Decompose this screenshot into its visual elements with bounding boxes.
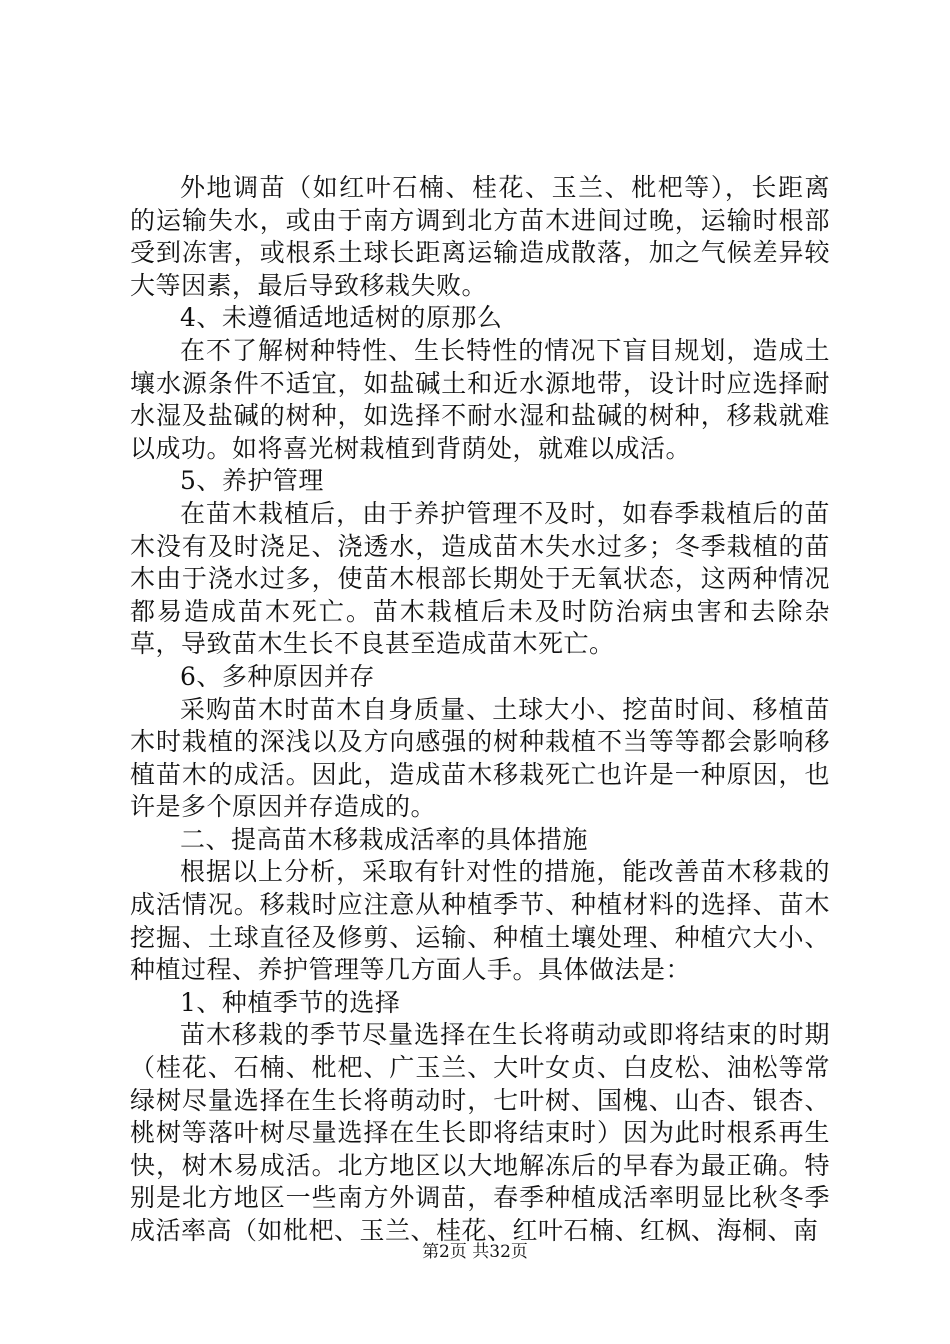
paragraph-site-suitability: 在不了解树种特性、生长特性的情况下盲目规划，造成土壤水源条件不适宜，如盐碱土和近水源地带，设计时应选择耐水湿及盐碱的树种，如选择不耐水湿和盐碱的树种，移栽就难以成功。如将喜光树栽植到背荫处，就难以成活。 — [130, 335, 830, 463]
heading-maintenance: 5、养护管理 — [180, 466, 324, 496]
document-body — [130, 172, 830, 1248]
paragraph-transport-loss: 外地调苗（如红叶石楠、桂花、玉兰、枇杷等），长距离的运输失水，或由于南方调到北方苗木进间过晚，运输时根部受到冻害，或根系土球长距离运输造成散落，加之气候差异较大等因素，最后导致移栽失败。 — [130, 173, 830, 300]
heading-multiple-causes: 6、多种原因并存 — [180, 661, 375, 691]
paragraph-measures: 根据以上分析，采取有针对性的措施，能改善苗木移栽的成活情况。移栽时应注意从种植季节、种植材料的选择、苗木挖掘、土球直径及修剪、运输、种植土壤处理、种植穴大小、种植过程、养护管理等几方面人手。具体做法是： — [130, 857, 830, 985]
paragraph-maintenance: 在苗木栽植后，由于养护管理不及时，如春季栽植后的苗木没有及时浇足、浇透水，造成苗木失水过多；冬季栽植的苗木由于浇水过多，使苗木根部长期处于无氧状态，这两种情况都易造成苗木死亡。苗木栽植后未及时防治病虫害和去除杂草，导致苗木生长不良甚至造成苗木死亡。 — [130, 498, 830, 659]
paragraph-season-selection: 苗木移栽的季节尽量选择在生长将萌动或即将结束的时期（桂花、石楠、枇杷、广玉兰、大叶女贞、白皮松、油松等常绿树尽量选择在生长将萌动时，七叶树、国槐、山杏、银杏、桃树等落叶树尽量选择在生长即将结束时）因为此时根系再生快，树木易成活。北方地区以大地解冻后的早春为最正确。特别是北方地区一些南方外调苗，春季种植成活率明显比秋冬季成活率高（如枇杷、玉兰、桂花、红叶石楠、红枫、海桐、南 — [130, 1020, 830, 1245]
heading-season-selection: 1、种植季节的选择 — [180, 987, 401, 1017]
heading-site-suitability: 4、未遵循适地适树的原那么 — [180, 303, 503, 333]
page-number-footer: 第2页 共32页 — [422, 1242, 528, 1262]
paragraph-multiple-causes: 采购苗木时苗木自身质量、土球大小、挖苗时间、移植苗木时栽植的深浅以及方向感强的树种栽植不当等等都会影响移植苗木的成活。因此，造成苗木移栽死亡也许是一种原因，也许是多个原因并存造成的。 — [130, 694, 830, 822]
heading-measures: 二、提高苗木移栽成活率的具体措施 — [180, 824, 589, 854]
